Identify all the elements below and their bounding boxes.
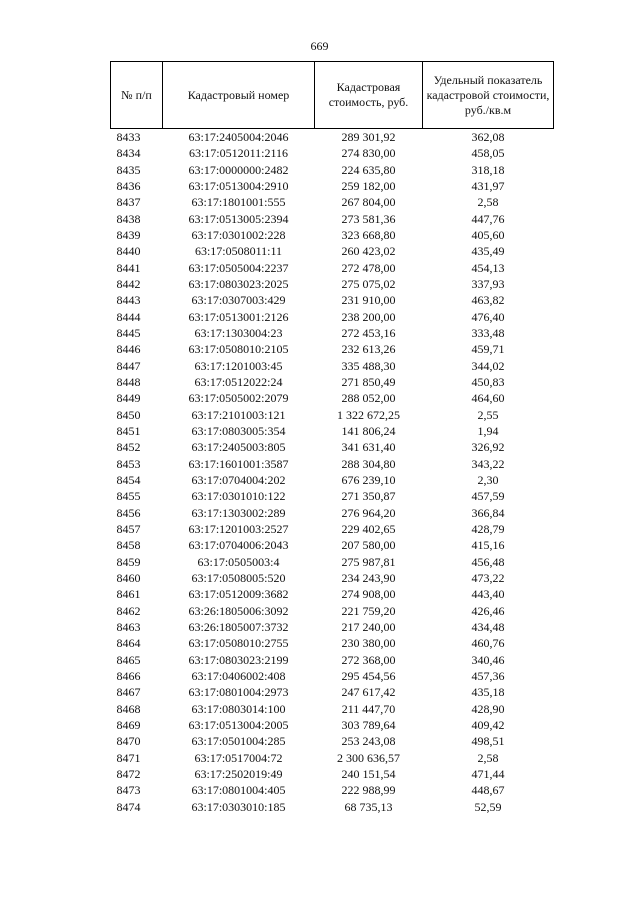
row-number: 8447 [116,358,141,373]
specific-index: 428,79 [471,522,505,537]
cadastral-number: 63:17:0803023:2199 [188,652,289,667]
cadastral-value: 274 830,00 [341,146,396,161]
cadastral-value: 289 301,92 [341,130,396,145]
cadastral-value: 2 300 636,57 [337,750,400,765]
cadastral-value: 222 988,99 [341,783,396,798]
specific-index: 326,92 [471,440,505,455]
row-number: 8463 [116,620,141,634]
row-number: 8435 [116,162,141,177]
row-number: 8472 [116,766,141,781]
cadastral-value: 323 668,80 [341,228,396,243]
table-row [111,505,554,521]
table-row [111,309,554,325]
table-row [111,341,554,357]
specific-index: 428,90 [471,701,505,716]
header-specific-index: Удельный показатель кадастровой стоимости, руб./кв.м [423,62,554,129]
cadastral-value: 231 910,00 [341,293,396,308]
table-row [111,439,554,455]
row-number: 8448 [116,375,141,390]
row-number: 8437 [116,195,141,210]
row-number: 8469 [116,717,141,732]
table-header [111,62,554,129]
specific-index: 2,55 [477,407,499,422]
table-row [111,276,554,292]
specific-index: 476,40 [471,309,505,324]
table-row [111,684,554,700]
cadastral-value: 240 151,54 [341,766,396,781]
specific-index: 456,48 [471,554,505,569]
specific-index: 344,02 [471,358,505,373]
row-number: 8438 [116,211,141,226]
table-row [111,537,554,553]
table-row [111,178,554,194]
cadastral-number: 63:17:2405004:2046 [188,130,289,145]
table-row [111,717,554,733]
specific-index: 498,51 [471,734,505,749]
table-row [111,358,554,374]
cadastral-number: 63:17:1601001:3587 [188,456,289,471]
cadastral-value: 267 804,00 [341,195,396,210]
specific-index: 2,58 [477,195,499,210]
specific-index: 52,59 [474,799,502,814]
cadastral-number: 63:17:1201003:45 [194,358,283,373]
cadastral-number: 63:17:0513005:2394 [188,211,289,226]
cadastral-value: 303 789,64 [341,717,396,732]
row-number: 8465 [116,652,141,667]
specific-index: 415,16 [471,538,505,553]
cadastral-number: 63:17:0803023:2025 [188,277,289,292]
specific-index: 405,60 [471,228,505,243]
cadastral-number: 63:17:0508005:520 [191,571,286,586]
cadastral-value: 1 322 672,25 [337,407,400,422]
specific-index: 448,67 [471,783,505,798]
cadastral-value: 273 581,36 [341,211,396,226]
table-row [111,668,554,684]
specific-index: 463,82 [471,293,505,308]
table-row [111,145,554,161]
cadastral-number: 63:17:0704006:2043 [188,538,289,553]
row-number: 8473 [116,783,141,798]
specific-index: 333,48 [471,326,505,341]
specific-index: 434,48 [471,620,505,634]
row-number: 8470 [116,734,141,749]
specific-index: 366,84 [471,505,505,520]
row-number: 8461 [116,587,141,602]
cadastral-value: 253 243,08 [341,734,396,749]
cadastral-number: 63:17:1201003:2527 [188,522,289,537]
cadastral-number: 63:17:0406002:408 [191,668,286,683]
table-row [111,766,554,782]
table-row [111,586,554,602]
cadastral-number: 63:17:0508010:2105 [188,342,289,357]
specific-index: 318,18 [471,162,505,177]
row-number: 8458 [116,538,141,553]
row-number: 8436 [116,179,141,194]
specific-index: 459,71 [471,342,505,357]
table-row [111,374,554,390]
table-row [111,488,554,504]
cadastral-number: 63:26:1805007:3732 [188,620,289,634]
header-num: № п/п [111,62,163,129]
cadastral-number: 63:17:0505002:2079 [188,391,289,406]
cadastral-value: 271 850,49 [341,375,396,390]
row-number: 8454 [116,473,141,488]
cadastral-number: 63:17:0000000:2482 [188,162,289,177]
specific-index: 409,42 [471,717,505,732]
table-row [111,700,554,716]
specific-index: 460,76 [471,636,505,651]
cadastral-value: 295 454,56 [341,668,396,683]
cadastral-number: 63:17:0508010:2755 [188,636,289,651]
cadastral-number: 63:17:1303004:23 [194,326,283,341]
row-number: 8471 [116,750,141,765]
header-cadastral-number: Кадастровый номер [163,62,315,129]
cadastral-number: 63:17:0512011:2116 [188,146,289,161]
cadastral-number: 63:17:0303010:185 [191,799,286,814]
table-row [111,749,554,765]
specific-index: 458,05 [471,146,505,161]
specific-index: 435,18 [471,685,505,700]
table-row [111,603,554,619]
table-row [111,619,554,635]
table-row [111,570,554,586]
cadastral-value: 221 759,20 [341,603,396,618]
specific-index: 471,44 [471,766,505,781]
cadastral-value: 341 631,40 [341,440,396,455]
cadastral-number: 63:17:0803014:100 [191,701,286,716]
cadastral-number: 63:17:0513001:2126 [188,309,289,324]
cadastral-value: 238 200,00 [341,309,396,324]
cadastral-value: 272 368,00 [341,652,396,667]
cadastral-table [110,61,554,815]
cadastral-value: 276 964,20 [341,505,396,520]
cadastral-number: 63:17:2101003:121 [191,407,286,422]
cadastral-number: 63:17:0704004:202 [191,473,286,488]
row-number: 8466 [116,668,141,683]
cadastral-value: 271 350,87 [341,489,396,504]
specific-index: 473,22 [471,571,505,586]
row-number: 8467 [116,685,141,700]
cadastral-number: 63:17:0513004:2005 [188,717,289,732]
specific-index: 337,93 [471,277,505,292]
row-number: 8453 [116,456,141,471]
cadastral-value: 335 488,30 [341,358,396,373]
cadastral-number: 63:17:0803005:354 [191,424,286,439]
table-body [111,129,554,815]
row-number: 8457 [116,522,141,537]
cadastral-value: 272 453,16 [341,326,396,341]
table-row [111,554,554,570]
table-row [111,129,554,146]
cadastral-number: 63:17:0301002:228 [191,228,286,243]
cadastral-value: 224 635,80 [341,162,396,177]
cadastral-number: 63:26:1805006:3092 [188,603,289,618]
cadastral-number: 63:17:0508011:11 [194,244,283,259]
cadastral-value: 247 617,42 [341,685,396,700]
specific-index: 457,59 [471,489,505,504]
table-row [111,423,554,439]
specific-index: 435,49 [471,244,505,259]
table-row [111,194,554,210]
specific-index: 464,60 [471,391,505,406]
cadastral-value: 68 735,13 [344,799,393,814]
cadastral-value: 274 908,00 [341,587,396,602]
cadastral-number: 63:17:0501004:285 [191,734,286,749]
row-number: 8441 [116,260,141,275]
table-row [111,472,554,488]
table-row [111,635,554,651]
cadastral-number: 63:17:1801001:555 [191,195,286,210]
cadastral-value: 234 243,90 [341,571,396,586]
cadastral-number: 63:17:0517004:72 [194,750,283,765]
specific-index: 2,58 [477,750,499,765]
cadastral-number: 63:17:0505003:4 [197,554,280,569]
row-number: 8439 [116,228,141,243]
row-number: 8456 [116,505,141,520]
specific-index: 454,13 [471,260,505,275]
cadastral-number: 63:17:0512022:24 [194,375,283,390]
cadastral-number: 63:17:2502019:49 [194,766,283,781]
cadastral-value: 260 423,02 [341,244,396,259]
cadastral-number: 63:17:0505004:2237 [188,260,289,275]
cadastral-value: 275 987,81 [341,554,396,569]
cadastral-value: 232 613,26 [341,342,396,357]
table-row [111,227,554,243]
row-number: 8455 [116,489,141,504]
table-row [111,211,554,227]
cadastral-value: 217 240,00 [341,620,396,634]
cadastral-number: 63:17:2405003:805 [191,440,286,455]
row-number: 8464 [116,636,141,651]
table-row [111,456,554,472]
row-number: 8450 [116,407,141,422]
row-number: 8440 [116,244,141,259]
row-number: 8449 [116,391,141,406]
cadastral-number: 63:17:0513004:2910 [188,179,289,194]
table-row [111,260,554,276]
page-number: 669 [310,39,329,53]
cadastral-value: 259 182,00 [341,179,396,194]
row-number: 8434 [116,146,141,161]
row-number: 8452 [116,440,141,455]
cadastral-number: 63:17:0801004:405 [191,783,286,798]
cadastral-value: 230 380,00 [341,636,396,651]
row-number: 8459 [116,554,141,569]
specific-index: 340,46 [471,652,505,667]
specific-index: 431,97 [471,179,505,194]
specific-index: 457,36 [471,668,505,683]
cadastral-value: 288 304,80 [341,456,396,471]
cadastral-number: 63:17:0801004:2973 [188,685,289,700]
cadastral-number: 63:17:1303002:289 [191,505,286,520]
table-row [111,325,554,341]
specific-index: 450,83 [471,375,505,390]
specific-index: 362,08 [471,130,505,145]
row-number: 8446 [116,342,141,357]
table-row [111,798,554,814]
table-row [111,733,554,749]
cadastral-value: 676 239,10 [341,473,396,488]
cadastral-value: 272 478,00 [341,260,396,275]
cadastral-number: 63:17:0512009:3682 [188,587,289,602]
row-number: 8451 [116,424,141,439]
cadastral-value: 211 447,70 [341,701,396,716]
cadastral-value: 207 580,00 [341,538,396,553]
specific-index: 443,40 [471,587,505,602]
table-row [111,652,554,668]
cadastral-number: 63:17:0307003:429 [191,293,286,308]
table-row [111,521,554,537]
row-number: 8460 [116,571,141,586]
table-row [111,782,554,798]
cadastral-value: 229 402,65 [341,522,396,537]
row-number: 8445 [116,326,141,341]
specific-index: 1,94 [477,424,499,439]
row-number: 8474 [116,799,141,814]
row-number: 8468 [116,701,141,716]
table-row [111,292,554,308]
specific-index: 447,76 [471,211,505,226]
row-number: 8442 [116,277,141,292]
row-number: 8462 [116,603,141,618]
cadastral-value: 288 052,00 [341,391,396,406]
table-row [111,407,554,423]
row-number: 8444 [116,309,141,324]
row-number: 8433 [116,130,141,145]
specific-index: 2,30 [477,473,499,488]
cadastral-number: 63:17:0301010:122 [191,489,286,504]
specific-index: 343,22 [471,456,505,471]
header-cadastral-value: Кадастровая стоимость, руб. [315,62,423,129]
table-row [111,243,554,259]
cadastral-value: 141 806,24 [341,424,396,439]
cadastral-value: 275 075,02 [341,277,396,292]
table-row [111,162,554,178]
table-row [111,390,554,406]
specific-index: 426,46 [471,603,505,618]
row-number: 8443 [116,293,141,308]
